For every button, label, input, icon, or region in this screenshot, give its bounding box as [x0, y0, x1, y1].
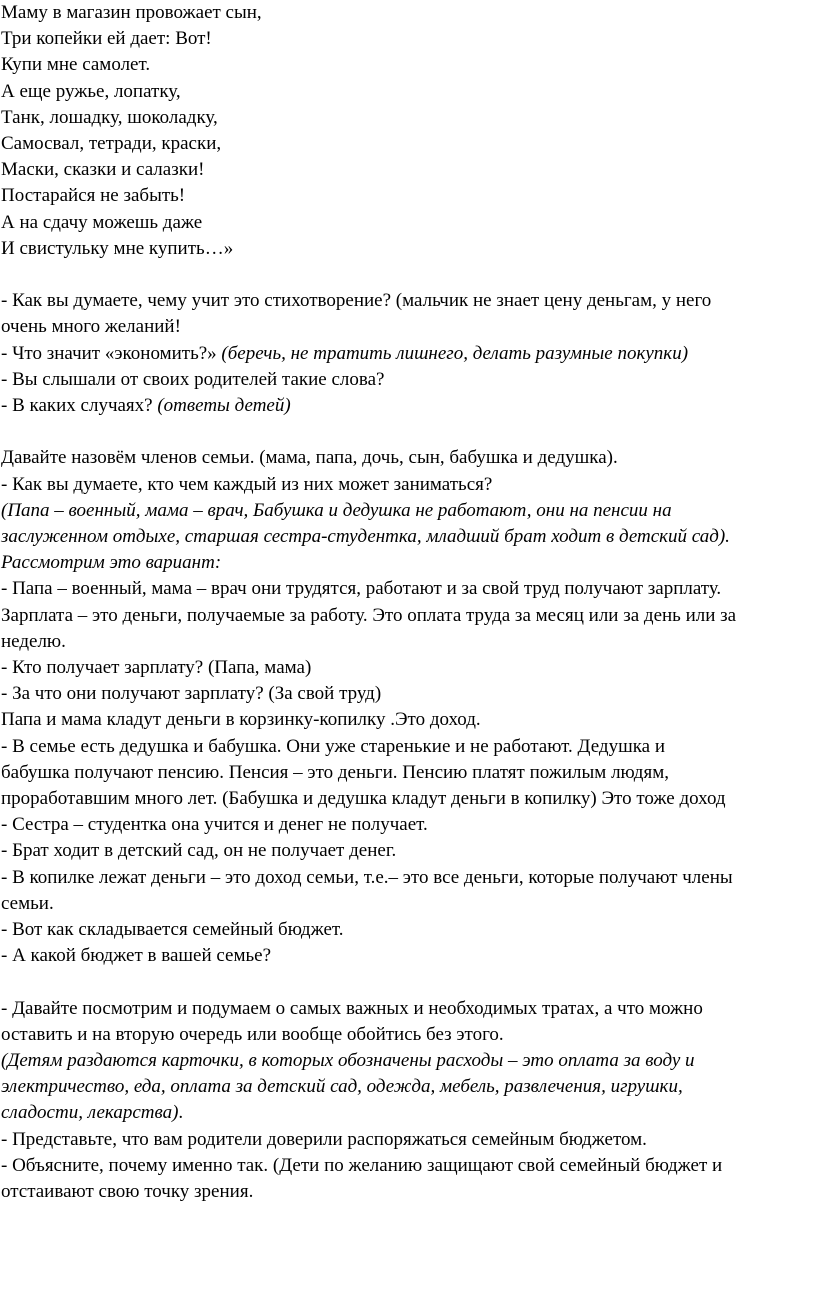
text-segment: Самосвал, тетради, краски,	[1, 133, 222, 154]
text-line	[1, 184, 185, 210]
italic-text-segment: (Папа – военный, мама – врач, Бабушка и дедушка не работают, они на пенсии на	[1, 499, 672, 521]
text-line	[1, 315, 181, 341]
text-segment: - Что значит «экономить?»	[1, 342, 222, 364]
text-line	[1, 813, 428, 839]
text-segment: - Папа – военный, мама – врач они трудятся, работают и за свой труд получают зарплату.	[1, 578, 722, 600]
text-segment: проработавшим много лет. (Бабушка и дедушка кладут деньги в копилку) Это тоже доход	[1, 788, 726, 809]
text-line	[1, 787, 726, 813]
text-segment: Танк, лошадку, шоколадку,	[1, 106, 218, 128]
text-line	[1, 1023, 504, 1049]
text-segment: - Представьте, что вам родители доверили распоряжаться семейным бюджетом.	[1, 1128, 647, 1150]
text-segment: - Давайте посмотрим и подумаем о самых важных и необходимых тратах, а что можно	[1, 997, 703, 1019]
italic-text-segment: сладости, лекарства)	[1, 1102, 179, 1124]
italic-text-segment: Рассмотрим это вариант:	[1, 552, 222, 574]
text-segment: - Брат ходит в детский сад, он не получает денег.	[1, 840, 397, 862]
text-line	[1, 944, 271, 970]
text-line	[1, 839, 396, 865]
text-segment: бабушка получают пенсию. Пенсия – это деньги. Пенсию платят пожилым людям,	[1, 761, 669, 783]
text-segment: - За что они получают зарплату? (За свой труд)	[1, 683, 382, 705]
text-segment: очень много желаний!	[1, 316, 181, 338]
text-line	[1, 132, 221, 158]
text-line	[1, 866, 733, 892]
text-line	[1, 342, 688, 368]
text-segment: Маски, сказки и салазки!	[1, 159, 205, 181]
text-line	[1, 577, 721, 603]
text-segment: семьи.	[1, 892, 54, 914]
italic-text-segment: (беречь, не тратить лишнего, делать разумные покупки)	[221, 342, 689, 364]
text-segment: - Объясните, почему именно так. (Дети по желанию защищают свой семейный бюджет и	[1, 1154, 723, 1176]
italic-text-segment: (Детям раздаются карточки, в которых обозначены расходы – это оплата за воду и	[1, 1050, 695, 1071]
text-line	[1, 368, 384, 394]
italic-text-segment: заслуженном отдыхе, старшая сестра-студентка, младший брат ходит в детский сад).	[1, 526, 730, 547]
text-line	[1, 1101, 183, 1127]
text-line	[1, 1128, 647, 1154]
text-segment: Зарплата – это деньги, получаемые за работу. Это оплата труда за месяц или за день или за	[1, 604, 737, 626]
text-line	[1, 1180, 253, 1206]
text-segment: оставить и на вторую очередь или вообще обойтись без этого.	[1, 1023, 504, 1045]
text-line	[1, 630, 66, 656]
text-segment: - Сестра – студентка она учится и денег не получает.	[1, 814, 428, 836]
text-line	[1, 1075, 683, 1101]
text-line	[1, 656, 311, 682]
text-segment: - В семье есть дедушка и бабушка. Они уже старенькие и не работают. Дедушка и	[1, 735, 666, 757]
text-line	[1, 997, 703, 1023]
text-segment: И свистульку мне купить…»	[1, 237, 234, 259]
text-segment: Давайте назовём членов семьи. (мама, папа, дочь, сын, бабушка и дедушка).	[1, 447, 618, 469]
text-line	[1, 158, 204, 184]
text-line	[1, 761, 669, 787]
text-segment: - Вы слышали от своих родителей такие слова?	[1, 368, 385, 390]
text-segment: Постарайся не забыть!	[1, 185, 186, 207]
text-segment: Купи мне самолет.	[1, 54, 151, 76]
text-line	[1, 892, 54, 918]
text-segment: - В каких случаях?	[1, 395, 158, 416]
text-segment: Три копейки ей дает: Вот!	[1, 28, 212, 50]
text-line	[1, 525, 730, 551]
text-line	[1, 53, 150, 79]
text-line	[1, 604, 736, 630]
italic-text-segment: электричество, еда, оплата за детский сад, одежда, мебель, развлечения, игрушки,	[1, 1076, 683, 1098]
text-segment: А еще ружье, лопатку,	[1, 80, 181, 102]
text-line	[1, 80, 181, 106]
text-segment: - Кто получает зарплату? (Папа, мама)	[1, 657, 312, 678]
text-line	[1, 1, 262, 27]
text-line	[1, 237, 233, 263]
text-line	[1, 211, 202, 237]
text-line	[1, 735, 665, 761]
text-line	[1, 1154, 722, 1180]
text-segment: - Как вы думаете, кто чем каждый из них может заниматься?	[1, 473, 493, 495]
text-segment: Папа и мама кладут деньги в корзинку-копилку .Это доход.	[1, 709, 481, 731]
text-segment: - В копилке лежат деньги – это доход семьи, т.е.– это все деньги, которые получают члены	[1, 866, 733, 888]
text-line	[1, 289, 711, 315]
text-line	[1, 27, 212, 53]
text-line	[1, 918, 344, 944]
text-line	[1, 394, 291, 420]
text-line	[1, 708, 481, 734]
italic-text-segment: (ответы детей)	[157, 395, 291, 416]
text-line	[1, 106, 218, 132]
text-segment: А на сдачу можешь даже	[1, 211, 203, 233]
text-line	[1, 473, 492, 499]
text-line	[1, 682, 381, 708]
text-segment: неделю.	[1, 630, 66, 652]
text-segment: - А какой бюджет в вашей семье?	[1, 945, 272, 967]
text-segment: - Вот как складывается семейный бюджет.	[1, 919, 344, 940]
text-line	[1, 446, 618, 472]
text-segment: .	[178, 1102, 184, 1124]
text-segment: Маму в магазин провожает сын,	[1, 2, 262, 23]
text-segment: отстаивают свою точку зрения.	[1, 1181, 254, 1202]
text-line	[1, 499, 672, 525]
text-segment: - Как вы думаете, чему учит это стихотворение? (мальчик не знает цену деньгам, у него	[1, 290, 712, 312]
text-line	[1, 1049, 695, 1075]
text-line	[1, 551, 221, 577]
